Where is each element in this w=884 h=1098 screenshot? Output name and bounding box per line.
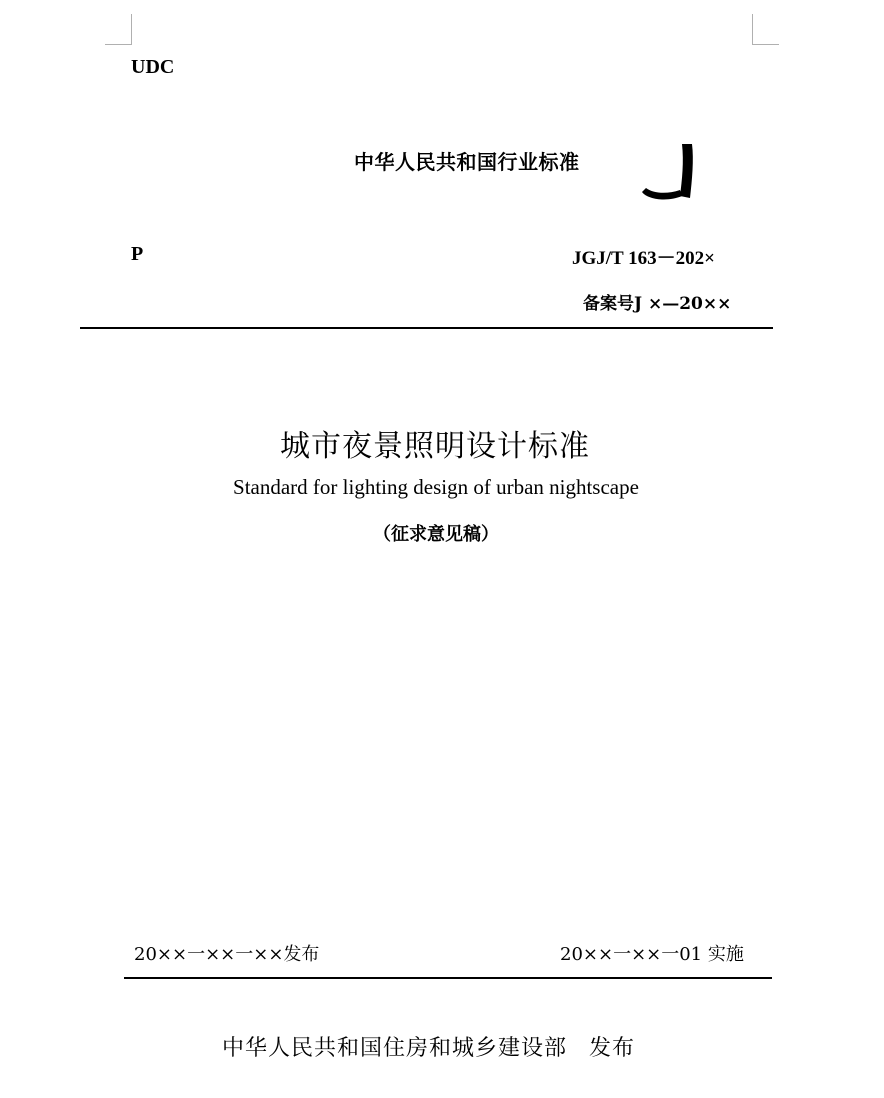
publisher-name: 中华人民共和国住房和城乡建设部 bbox=[222, 1036, 568, 1061]
category-code: P bbox=[131, 243, 144, 265]
issue-date: 20××一××一××发布 bbox=[134, 944, 320, 965]
footer-divider bbox=[124, 977, 772, 979]
draft-status-note: （征求意见稿） bbox=[373, 524, 499, 545]
standard-letter-j-logo bbox=[638, 134, 698, 204]
document-title-english: Standard for lighting design of urban nightscape bbox=[233, 475, 639, 499]
crop-mark-top-right bbox=[752, 14, 779, 45]
industry-standard-heading: 中华人民共和国行业标准 bbox=[354, 150, 580, 174]
standard-number: JGJ/T 163－202× bbox=[572, 248, 715, 269]
header-divider bbox=[80, 327, 773, 329]
publisher-line bbox=[222, 1031, 635, 1062]
publisher-action: 发布 bbox=[589, 1036, 636, 1061]
crop-mark-top-left bbox=[105, 14, 132, 45]
udc-label: UDC bbox=[131, 56, 175, 78]
filing-number: 备案号J ×—20×× bbox=[583, 294, 732, 314]
effective-date: 20××一××一01 实施 bbox=[560, 944, 744, 965]
document-title-chinese: 城市夜景照明设计标准 bbox=[280, 429, 590, 464]
